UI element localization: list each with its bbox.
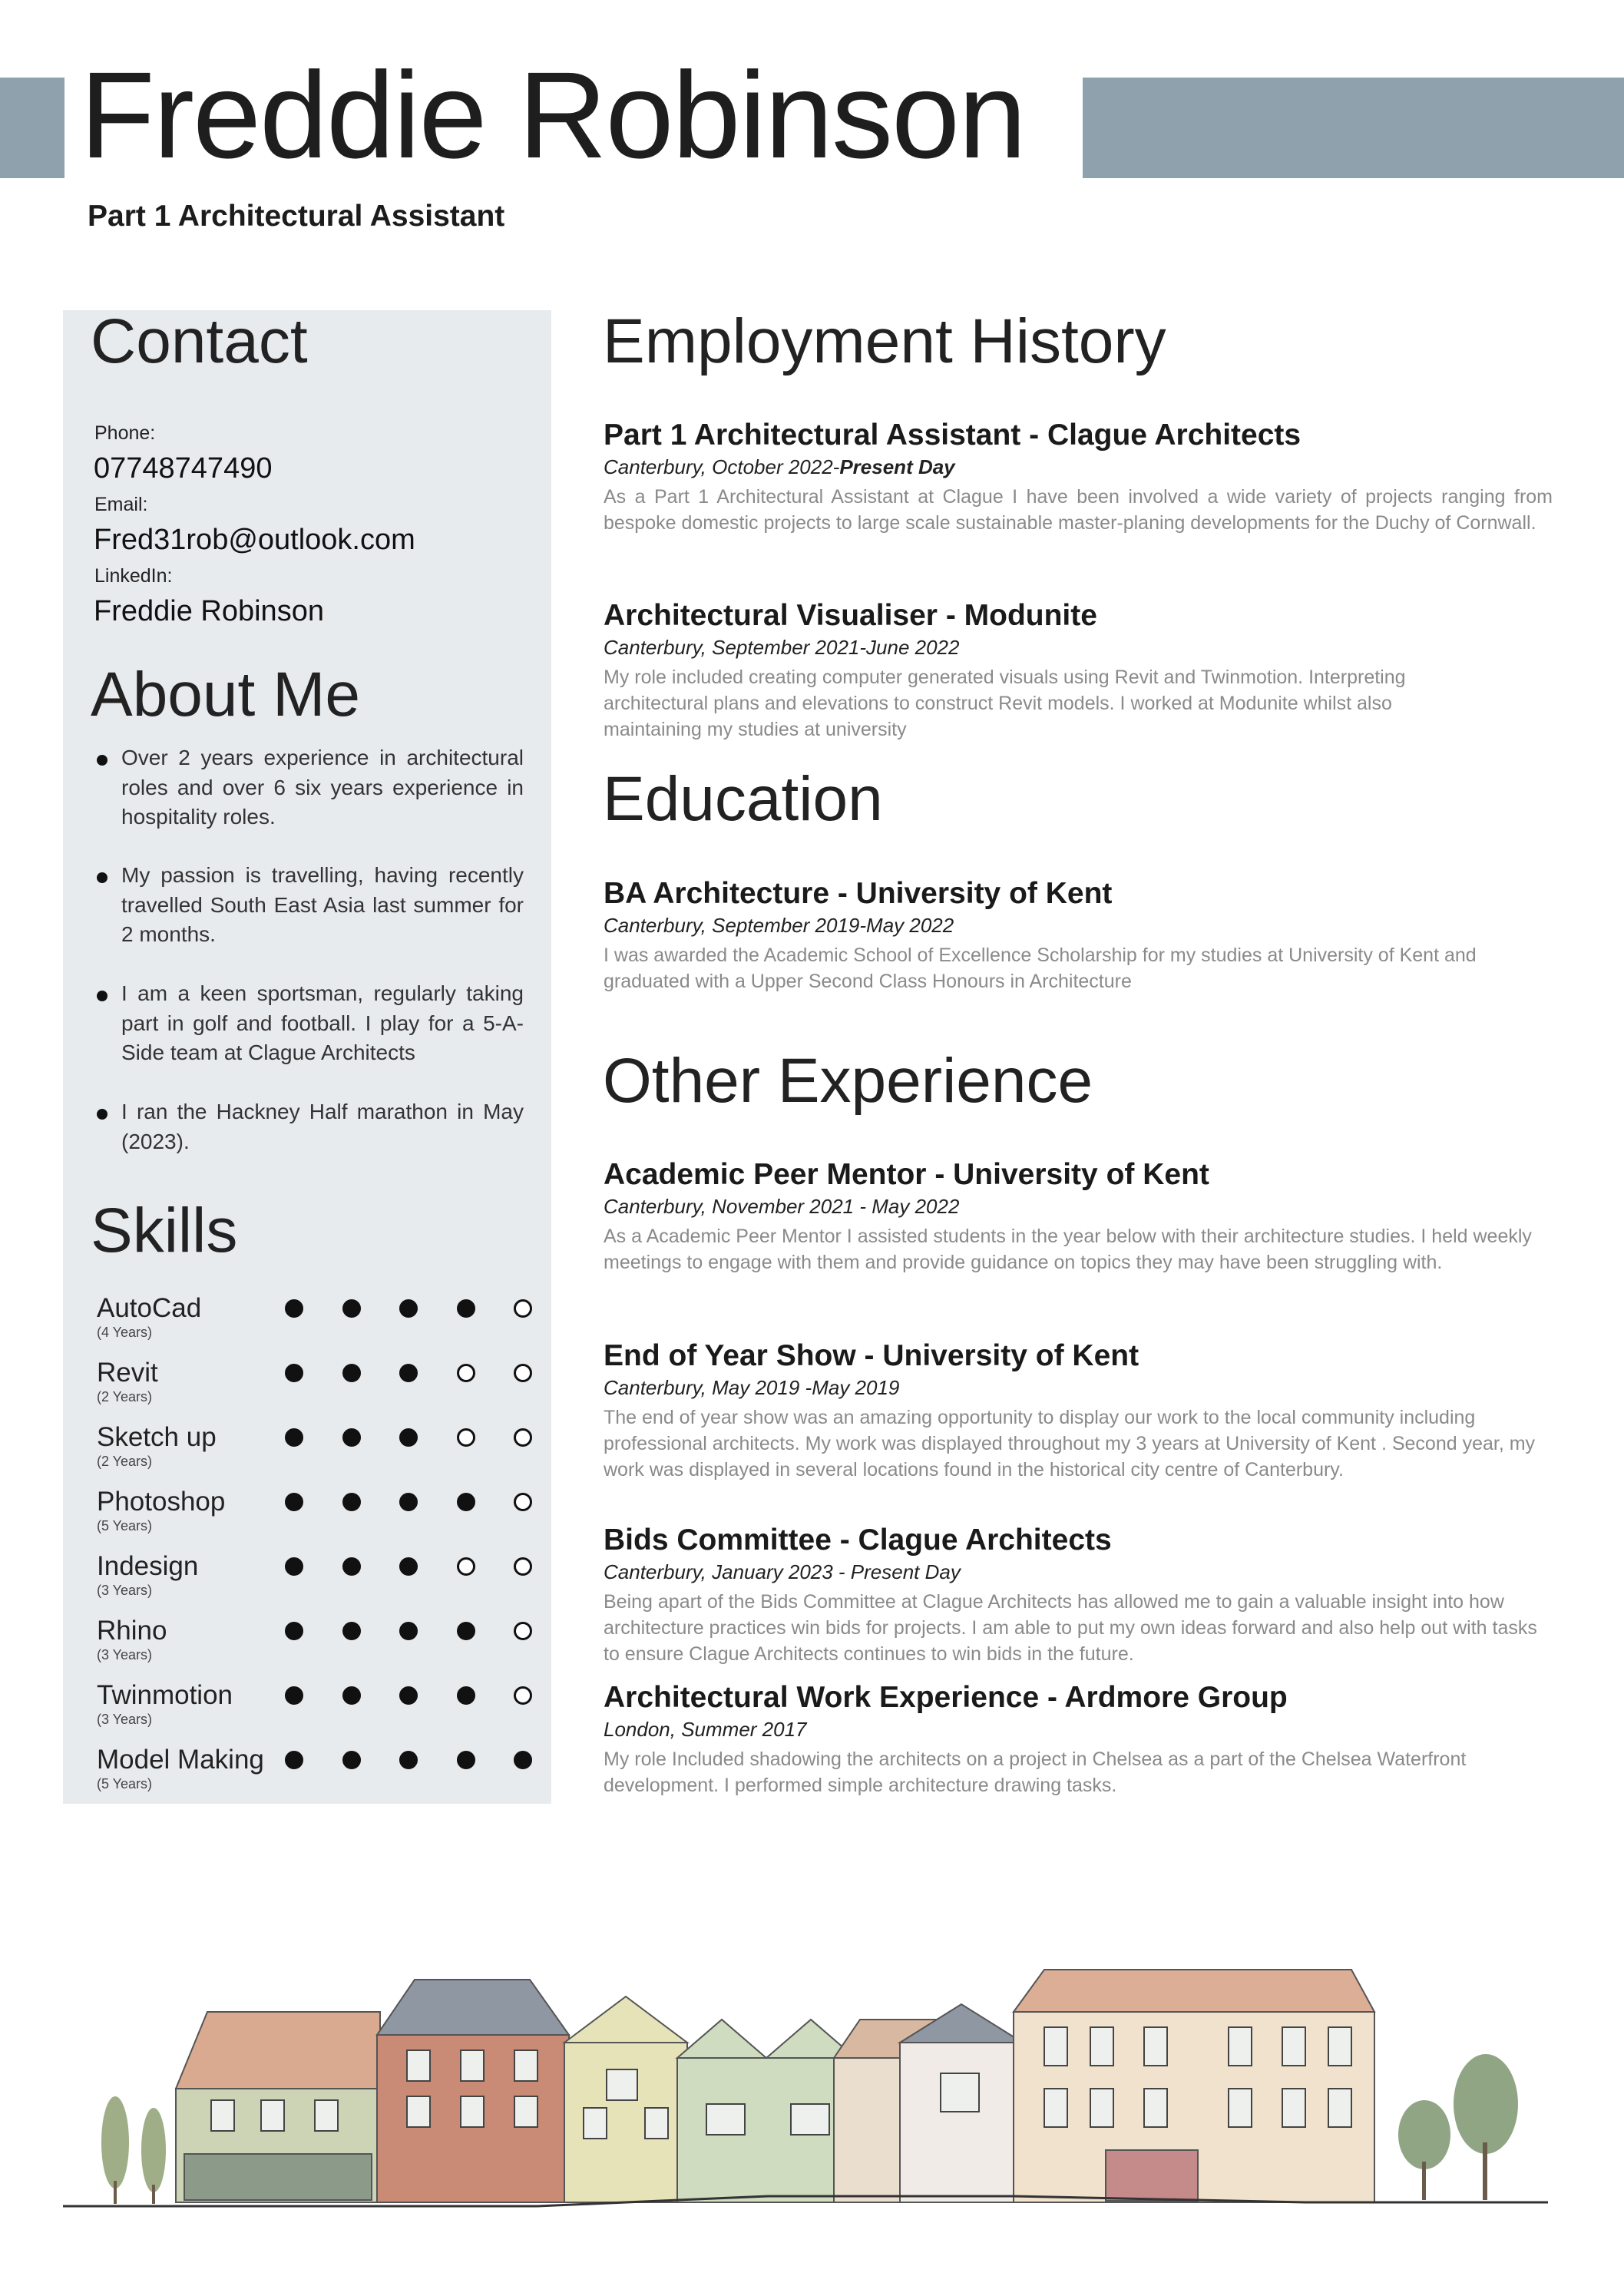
- skill-row: [97, 1295, 542, 1356]
- entry-body: My role Included shadowing the architects on a project in Chelsea as a part of the Chelsea Waterfront development. I performed simple architecture drawing tasks.: [604, 1748, 1467, 1796]
- rating-dot-empty-icon: [457, 1557, 475, 1576]
- rating-dot-filled-icon: [285, 1428, 303, 1447]
- rating-dot-filled-icon: [285, 1364, 303, 1382]
- rating-dot-filled-icon: [342, 1493, 361, 1511]
- skill-name: Revit: [97, 1358, 158, 1388]
- candidate-subtitle: Part 1 Architectural Assistant: [88, 200, 505, 233]
- entry-date-text: Canterbury, October 2022-: [604, 455, 840, 478]
- rating-dot-filled-icon: [399, 1428, 418, 1447]
- skill-row: [97, 1424, 542, 1485]
- skill-row: [97, 1682, 542, 1743]
- skill-row: [97, 1553, 542, 1614]
- rating-dot-filled-icon: [457, 1751, 475, 1769]
- rating-dot-filled-icon: [457, 1493, 475, 1511]
- bullet-icon: [97, 1109, 107, 1120]
- other-entry: [604, 1340, 1553, 1483]
- about-item-text: Over 2 years experience in architectural roles and over 6 six years experience in hospitality roles.: [121, 746, 524, 829]
- bullet-icon: [97, 991, 107, 1001]
- rating-dot-filled-icon: [399, 1493, 418, 1511]
- skill-row: [97, 1359, 542, 1421]
- entry-title: Architectural Visualiser - Modunite: [604, 599, 1097, 632]
- rating-dot-filled-icon: [285, 1557, 303, 1576]
- linkedin-link[interactable]: Freddie Robinson: [94, 595, 324, 627]
- entry-date: Canterbury, November 2021 - May 2022: [604, 1194, 960, 1218]
- header-accent-bar-left: [0, 78, 64, 178]
- education-entry: [604, 878, 1553, 994]
- entry-title: Bids Committee - Clague Architects: [604, 1523, 1112, 1557]
- employment-entry: [604, 600, 1553, 743]
- entry-body: As a Academic Peer Mentor I assisted students in the year below with their architecture studies. I held weekly meetings to engage with them and provide guidance on topics they may have been struggling with.: [604, 1225, 1532, 1273]
- rating-dot-filled-icon: [342, 1751, 361, 1769]
- skill-years: (2 Years): [97, 1454, 153, 1469]
- about-heading: About Me: [91, 660, 360, 729]
- rating-dot-filled-icon: [399, 1622, 418, 1640]
- contact-heading: Contact: [91, 306, 308, 376]
- entry-title: Part 1 Architectural Assistant - Clague Architects: [604, 419, 1302, 452]
- rating-dot-empty-icon: [514, 1493, 532, 1511]
- rating-dot-filled-icon: [399, 1557, 418, 1576]
- phone-value: 07748747490: [94, 452, 273, 485]
- rating-dot-filled-icon: [285, 1299, 303, 1318]
- other-entry: [604, 1524, 1553, 1667]
- about-item: [94, 861, 524, 950]
- employment-entry: [604, 419, 1553, 536]
- education-heading: Education: [603, 764, 883, 834]
- skill-years: (3 Years): [97, 1647, 153, 1662]
- bullet-icon: [97, 755, 107, 766]
- entry-date-bold: Present Day: [839, 455, 955, 478]
- skill-name: Indesign: [97, 1551, 199, 1581]
- entry-date: Canterbury, September 2019-May 2022: [604, 913, 954, 937]
- rating-dot-filled-icon: [285, 1493, 303, 1511]
- skills-heading: Skills: [91, 1196, 238, 1265]
- rating-dot-filled-icon: [342, 1622, 361, 1640]
- entry-title: Architectural Work Experience - Ardmore Group: [604, 1681, 1288, 1714]
- rating-dot-filled-icon: [342, 1557, 361, 1576]
- skill-name: Rhino: [97, 1616, 167, 1646]
- rating-dot-empty-icon: [514, 1622, 532, 1640]
- entry-date: Canterbury, January 2023 - Present Day: [604, 1560, 961, 1583]
- entry-date: London, Summer 2017: [604, 1717, 807, 1741]
- rating-dot-filled-icon: [285, 1686, 303, 1705]
- skill-years: (2 Years): [97, 1389, 153, 1404]
- rating-dot-empty-icon: [514, 1299, 532, 1318]
- entry-date: [604, 455, 1553, 479]
- linkedin-label: LinkedIn:: [94, 565, 173, 587]
- skill-row: [97, 1488, 542, 1550]
- entry-title: BA Architecture - University of Kent: [604, 877, 1113, 910]
- entry-title: Academic Peer Mentor - University of Kent: [604, 1158, 1209, 1191]
- candidate-name: Freddie Robinson: [80, 46, 1025, 184]
- streetscape-illustration: [0, 1881, 1624, 2235]
- about-item: [94, 979, 524, 1068]
- email-label: Email:: [94, 494, 148, 515]
- entry-title: End of Year Show - University of Kent: [604, 1339, 1139, 1372]
- entry-body: The end of year show was an amazing opportunity to display our work to the local community including professional architects. My work was displayed throughout my 3 years at University of Kent . Second year, my work was displayed in several locations found in the historical city centre of Canterbury.: [604, 1406, 1536, 1480]
- skill-name: AutoCad: [97, 1293, 202, 1323]
- header-accent-bar-right: [1083, 78, 1624, 178]
- email-link[interactable]: Fred31rob@outlook.com: [94, 524, 415, 556]
- entry-body: Being apart of the Bids Committee at Clague Architects has allowed me to gain a valuable insight into how architecture practices win bids for projects. I am able to put my own ideas forward and also help out with tasks to ensure Clague Architects continues to win bids in the future.: [604, 1590, 1537, 1665]
- rating-dot-filled-icon: [342, 1428, 361, 1447]
- rating-dot-empty-icon: [514, 1428, 532, 1447]
- rating-dot-filled-icon: [399, 1299, 418, 1318]
- skill-years: (5 Years): [97, 1776, 153, 1791]
- rating-dot-filled-icon: [342, 1686, 361, 1705]
- rating-dot-filled-icon: [399, 1364, 418, 1382]
- skill-years: (3 Years): [97, 1583, 153, 1598]
- about-item-text: My passion is travelling, having recently travelled South East Asia last summer for 2 months.: [121, 863, 524, 946]
- bullet-icon: [97, 872, 107, 883]
- rating-dot-empty-icon: [457, 1428, 475, 1447]
- skill-years: (4 Years): [97, 1325, 153, 1340]
- skill-name: Photoshop: [97, 1487, 226, 1517]
- about-item: [94, 743, 524, 832]
- entry-date: Canterbury, September 2021-June 2022: [604, 635, 960, 659]
- rating-dot-filled-icon: [342, 1364, 361, 1382]
- skill-name: Model Making: [97, 1745, 264, 1775]
- skill-name: Twinmotion: [97, 1680, 233, 1710]
- skill-years: (3 Years): [97, 1712, 153, 1727]
- rating-dot-filled-icon: [514, 1751, 532, 1769]
- phone-label: Phone:: [94, 422, 156, 444]
- skill-row: [97, 1746, 542, 1808]
- skill-years: (5 Years): [97, 1518, 153, 1533]
- rating-dot-empty-icon: [514, 1557, 532, 1576]
- rating-dot-filled-icon: [399, 1686, 418, 1705]
- buildings: [176, 1970, 1374, 2202]
- entry-body: As a Part 1 Architectural Assistant at Clague I have been involved a wide variety of projects ranging from bespoke domestic projects to large scale sustainable master-planing developments for the Duchy of Cornwall.: [604, 485, 1553, 534]
- entry-date: Canterbury, May 2019 -May 2019: [604, 1375, 900, 1399]
- rating-dot-filled-icon: [399, 1751, 418, 1769]
- about-item-text: I ran the Hackney Half marathon in May (2023).: [121, 1100, 524, 1153]
- other-entry: [604, 1682, 1553, 1798]
- skill-name: Sketch up: [97, 1422, 217, 1452]
- rating-dot-filled-icon: [457, 1686, 475, 1705]
- rating-dot-filled-icon: [342, 1299, 361, 1318]
- rating-dot-filled-icon: [457, 1622, 475, 1640]
- employment-heading: Employment History: [603, 306, 1166, 376]
- rating-dot-filled-icon: [285, 1622, 303, 1640]
- rating-dot-empty-icon: [514, 1686, 532, 1705]
- rating-dot-empty-icon: [457, 1364, 475, 1382]
- other-entry: [604, 1159, 1553, 1275]
- skill-row: [97, 1617, 542, 1679]
- rating-dot-empty-icon: [514, 1364, 532, 1382]
- other-heading: Other Experience: [603, 1046, 1093, 1116]
- about-item-text: I am a keen sportsman, regularly taking part in golf and football. I play for a 5-A-Side team at Clague Architects: [121, 981, 524, 1064]
- entry-body: My role included creating computer generated visuals using Revit and Twinmotion. Interpreting architectural plans and elevations to construct Revit models. I worked at Modunite whilst also maintaining my studies at university: [604, 666, 1406, 740]
- rating-dot-filled-icon: [457, 1299, 475, 1318]
- about-item: [94, 1097, 524, 1156]
- rating-dot-filled-icon: [285, 1751, 303, 1769]
- entry-body: I was awarded the Academic School of Excellence Scholarship for my studies at University of Kent and graduated with a Upper Second Class Honours in Architecture: [604, 944, 1477, 992]
